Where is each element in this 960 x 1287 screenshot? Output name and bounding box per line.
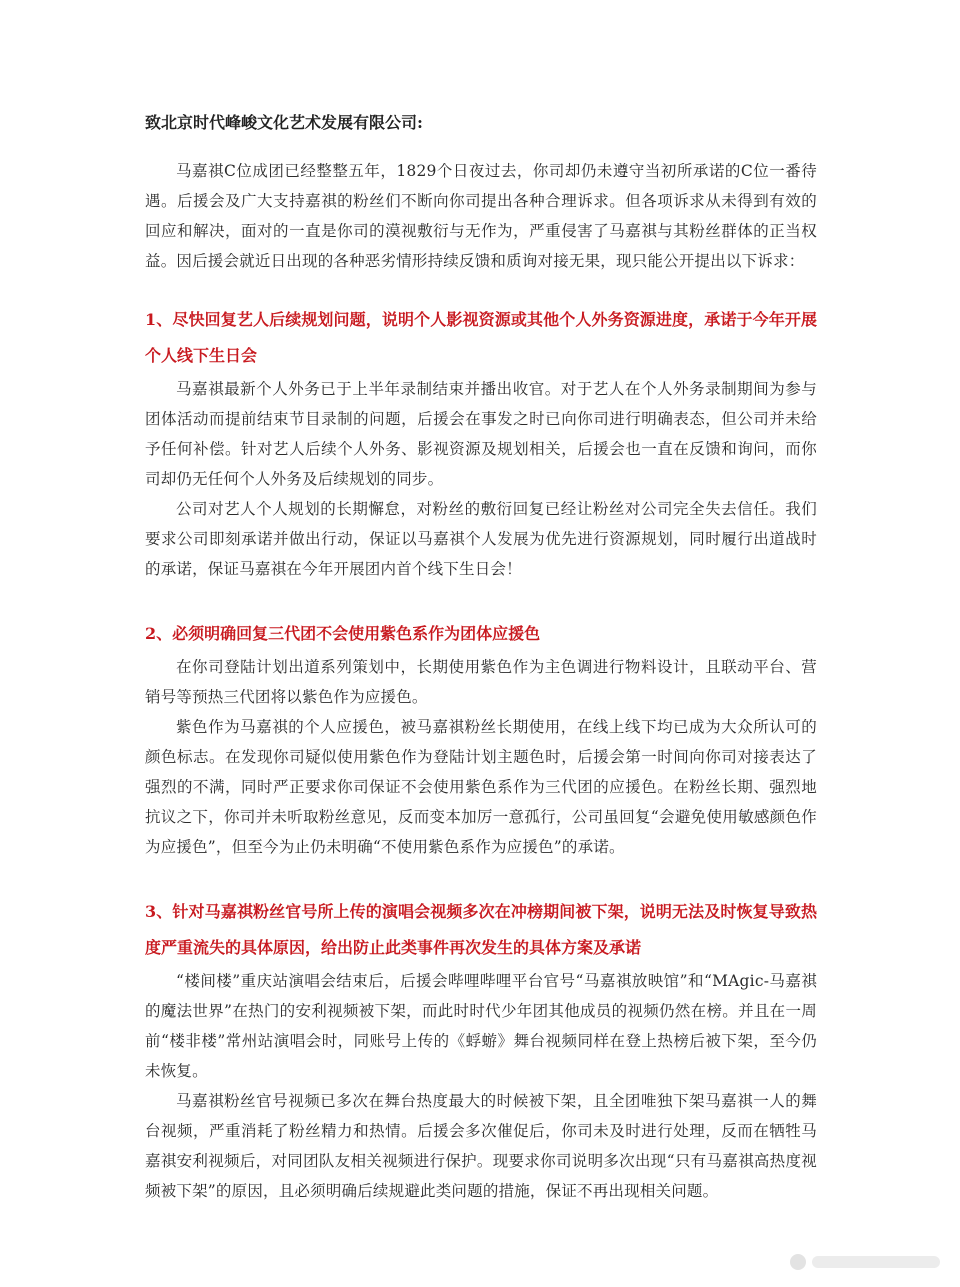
watermark-text-blur: [812, 1256, 940, 1268]
blurred-watermark: [790, 1251, 940, 1273]
demand-section-3: [145, 894, 817, 1206]
demand-3-paragraph-1: “楼间楼”重庆站演唱会结束后，后援会哔哩哔哩平台官号“马嘉祺放映馆”和“MAgic-马嘉祺的魔法世界”在热门的安利视频被下架，而此时时代少年团其他成员的视频仍然在榜。并且在一周前“楼非楼”常州站演唱会时，同账号上传的《蜉蝣》舞台视频同样在登上热榜后被下架，至今仍未恢复。: [145, 972, 817, 1080]
letter-addressee: 致北京时代峰峻文化艺术发展有限公司:: [145, 113, 423, 132]
demand-1-paragraph-1: 马嘉祺最新个人外务已于上半年录制结束并播出收官。对于艺人在个人外务录制期间为参与团体活动而提前结束节目录制的问题，后援会在事发之时已向你司进行明确表态，但公司并未给予任何补偿。针对艺人后续个人外务、影视资源及规划相关，后援会也一直在反馈和询问，而你司却仍无任何个人外务及后续规划的同步。: [145, 380, 817, 488]
watermark-logo-icon: [790, 1254, 806, 1270]
demand-2-paragraph-1: 在你司登陆计划出道系列策划中，长期使用紫色作为主色调进行物料设计，且联动平台、营销号等预热三代团将以紫色作为应援色。: [145, 658, 817, 706]
demand-section-2: [145, 616, 817, 862]
demand-heading-2: 2、必须明确回复三代团不会使用紫色系作为团体应援色: [145, 624, 541, 643]
demand-heading-1: 1、尽快回复艺人后续规划问题，说明个人影视资源或其他个人外务资源进度，承诺于今年开展个人线下生日会: [145, 310, 817, 365]
demand-3-paragraph-2: 马嘉祺粉丝官号视频已多次在舞台热度最大的时候被下架，且全团唯独下架马嘉祺一人的舞台视频，严重消耗了粉丝精力和热情。后援会多次催促后，你司未及时进行处理，反而在牺牲马嘉祺安利视频后，对同团队友相关视频进行保护。现要求你司说明多次出现“只有马嘉祺高热度视频被下架”的原因，且必须明确后续规避此类问题的措施，保证不再出现相关问题。: [145, 1092, 817, 1200]
demand-2-paragraph-2: 紫色作为马嘉祺的个人应援色，被马嘉祺粉丝长期使用，在线上线下均已成为大众所认可的颜色标志。在发现你司疑似使用紫色作为登陆计划主题色时，后援会第一时间向你司对接表达了强烈的不满，同时严正要求你司保证不会使用紫色系作为三代团的应援色。在粉丝长期、强烈地抗议之下，你司并未听取粉丝意见，反而变本加厉一意孤行，公司虽回复“会避免使用敏感颜色作为应援色”，但至今为止仍未明确“不使用紫色系作为应援色”的承诺。: [145, 718, 817, 856]
demand-section-1: [145, 302, 817, 584]
intro-paragraph: 马嘉祺C位成团已经整整五年，1829个日夜过去，你司却仍未遵守当初所承诺的C位一番待遇。后援会及广大支持嘉祺的粉丝们不断向你司提出各种合理诉求。但各项诉求从未得到有效的回应和解决，面对的一直是你司的漠视敷衍与无作为，严重侵害了马嘉祺与其粉丝群体的正当权益。因后援会就近日出现的各种恶劣情形持续反馈和质询对接无果，现只能公开提出以下诉求：: [145, 162, 817, 270]
letter-document: [145, 108, 817, 1206]
demand-heading-3: 3、针对马嘉祺粉丝官号所上传的演唱会视频多次在冲榜期间被下架，说明无法及时恢复导致热度严重流失的具体原因，给出防止此类事件再次发生的具体方案及承诺: [145, 902, 817, 957]
demand-1-paragraph-2: 公司对艺人个人规划的长期懈怠，对粉丝的敷衍回复已经让粉丝对公司完全失去信任。我们要求公司即刻承诺并做出行动，保证以马嘉祺个人发展为优先进行资源规划，同时履行出道战时的承诺，保证马嘉祺在今年开展团内首个线下生日会！: [145, 500, 817, 578]
